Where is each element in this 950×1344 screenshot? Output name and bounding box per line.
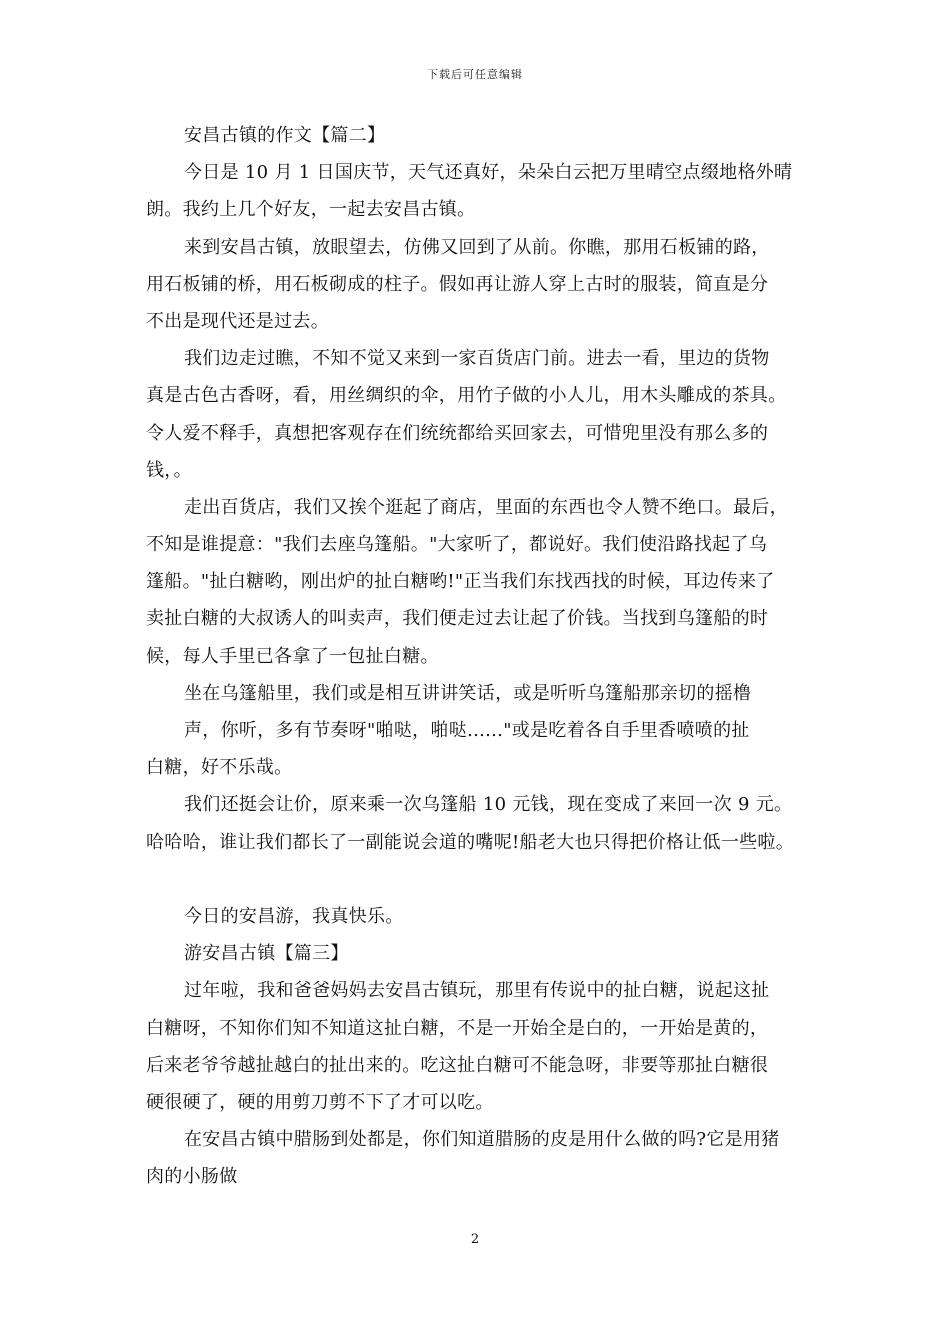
text-line: 肉的小肠做 bbox=[146, 1166, 238, 1188]
text-line: 不知是谁提意："我们去座乌篷船。"大家听了，都说好。我们使沿路找起了乌 bbox=[146, 534, 768, 556]
text-line: 用石板铺的桥，用石板砌成的柱子。假如再让游人穿上古时的服装，简直是分 bbox=[146, 273, 769, 295]
text-line: 朗。我约上几个好友，一起去安昌古镇。 bbox=[146, 199, 476, 221]
page-header: 下载后可任意编辑 bbox=[427, 68, 523, 81]
text-line: 令人爱不释手，真想把客观存在们统统都给买回家去，可惜兜里没有那么多的 bbox=[146, 422, 769, 444]
text-line: 游安昌古镇【篇三】 bbox=[184, 943, 349, 965]
blank-line bbox=[146, 861, 818, 898]
text-line: 走出百货店，我们又挨个逛起了商店，里面的东西也令人赞不绝口。最后， bbox=[184, 496, 788, 518]
text-line: 过年啦，我和爸爸妈妈去安昌古镇玩，那里有传说中的扯白糖，说起这扯 bbox=[184, 980, 770, 1002]
text-line: 我们还挺会让价，原来乘一次乌篷船 10 元钱，现在变成了来回一次 9 元。 bbox=[184, 794, 793, 816]
text-line: 钱，。 bbox=[146, 459, 192, 481]
text-line: 今日是 10 月 1 日国庆节，天气还真好，朵朵白云把万里晴空点缀地格外晴 bbox=[184, 162, 793, 184]
text-line: 白糖，好不乐哉。 bbox=[146, 757, 293, 779]
text-line: 候，每人手里已各拿了一包扯白糖。 bbox=[146, 645, 439, 667]
text-line: 卖扯白糖的大叔诱人的叫卖声，我们便走过去让起了价钱。当找到乌篷船的时 bbox=[146, 608, 769, 630]
text-line: 白糖呀，不知你们知不知道这扯白糖，不是一开始全是白的，一开始是黄的， bbox=[146, 1017, 769, 1039]
text-line: 后来老爷爷越扯越白的扯出来的。吃这扯白糖可不能急呀，非要等那扯白糖很 bbox=[146, 1054, 769, 1076]
text-line: 在安昌古镇中腊肠到处都是，你们知道腊肠的皮是用什么做的吗?它是用猪 bbox=[184, 1129, 780, 1151]
text-line: 坐在乌篷船里，我们或是相互讲讲笑话，或是听听乌篷船那亲切的摇橹 bbox=[184, 682, 752, 704]
text-line: 今日的安昌游，我真快乐。 bbox=[184, 905, 404, 927]
text-line: 安昌古镇的作文【篇二】 bbox=[184, 125, 386, 146]
page-number: 2 bbox=[470, 1232, 480, 1247]
text-line: 硬很硬了，硬的用剪刀剪不下了才可以吃。 bbox=[146, 1091, 494, 1113]
document-body bbox=[146, 117, 818, 1195]
text-line: 我们边走过瞧，不知不觉又来到一家百货店门前。进去一看，里边的货物 bbox=[184, 348, 770, 370]
text-line: 来到安昌古镇，放眼望去，仿佛又回到了从前。你瞧，那用石板铺的路， bbox=[184, 236, 770, 258]
text-line: 不出是现代还是过去。 bbox=[146, 310, 329, 332]
text-line: 篷船。"扯白糖哟，刚出炉的扯白糖哟!"正当我们东找西找的时候，耳边传来了 bbox=[146, 571, 775, 593]
text-line: 真是古色古香呀，看，用丝绸织的伞，用竹子做的小人儿，用木头雕成的茶具。 bbox=[146, 385, 787, 407]
text-line: 声，你听，多有节奏呀"啪哒，啪哒......"或是吃着各自手里香喷喷的扯 bbox=[184, 720, 750, 741]
text-line: 哈哈哈，谁让我们都长了一副能说会道的嘴呢!船老大也只得把价格让低一些啦。 bbox=[146, 831, 795, 853]
